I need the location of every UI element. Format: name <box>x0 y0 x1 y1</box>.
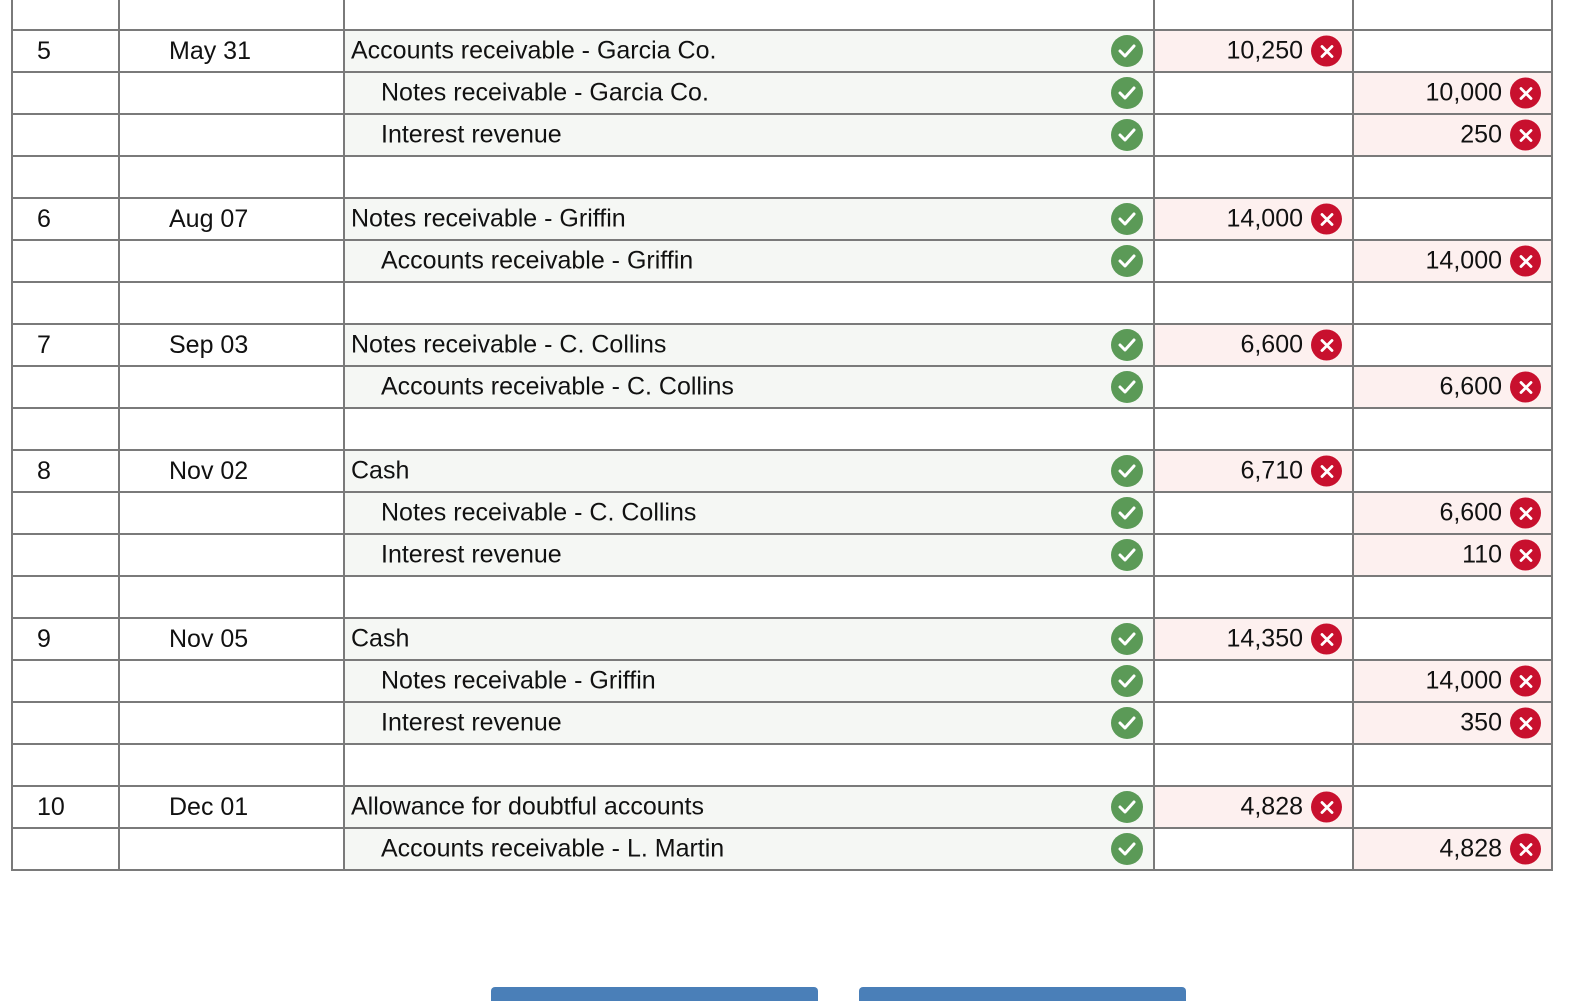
entry-number-cell <box>12 114 119 156</box>
credit-amount: 4,828 <box>1439 834 1502 863</box>
credit-amount: 6,600 <box>1439 498 1502 527</box>
journal-line-row <box>12 828 1552 870</box>
empty-cell <box>344 408 1154 450</box>
empty-cell <box>1154 744 1353 786</box>
x-circle-icon <box>1510 540 1541 571</box>
credit-field[interactable] <box>1353 30 1552 72</box>
check-circle-icon <box>1111 665 1143 697</box>
entry-number-cell <box>12 72 119 114</box>
debit-amount: 14,000 <box>1226 204 1303 233</box>
credit-amount: 350 <box>1460 708 1502 737</box>
account-title-field[interactable] <box>344 828 1154 870</box>
debit-field[interactable] <box>1154 366 1353 408</box>
entry-number-cell <box>12 702 119 744</box>
account-title: Interest revenue <box>381 708 562 737</box>
debit-field[interactable] <box>1154 828 1353 870</box>
empty-cell <box>1154 408 1353 450</box>
entry-number-cell <box>12 660 119 702</box>
blank-row <box>12 744 1552 786</box>
account-title-field[interactable] <box>344 240 1154 282</box>
account-title: Notes receivable - Griffin <box>381 666 656 695</box>
credit-field[interactable] <box>1353 72 1552 114</box>
entry-number-cell <box>12 450 119 492</box>
entry-number-cell <box>12 786 119 828</box>
empty-cell <box>344 576 1154 618</box>
x-circle-icon <box>1510 120 1541 151</box>
debit-field[interactable] <box>1154 702 1353 744</box>
entry-number: 9 <box>37 624 51 653</box>
credit-amount-group <box>1460 120 1541 151</box>
account-title: Cash <box>351 624 410 653</box>
account-title: Interest revenue <box>381 540 562 569</box>
empty-cell <box>12 744 119 786</box>
journal-line-row <box>12 324 1552 366</box>
empty-cell <box>1353 282 1552 324</box>
account-title: Cash <box>351 456 410 485</box>
table-top-row <box>12 0 1552 30</box>
credit-amount-group <box>1439 372 1541 403</box>
debit-amount: 4,828 <box>1240 792 1303 821</box>
account-title-field[interactable] <box>344 534 1154 576</box>
entry-date: Aug 07 <box>169 204 249 233</box>
debit-amount: 10,250 <box>1226 36 1303 65</box>
credit-field[interactable] <box>1353 534 1552 576</box>
debit-field[interactable] <box>1154 30 1353 72</box>
journal-line-row <box>12 30 1552 72</box>
empty-cell <box>1154 156 1353 198</box>
entry-date-cell <box>119 702 344 744</box>
account-title-field[interactable] <box>344 786 1154 828</box>
credit-field[interactable] <box>1353 366 1552 408</box>
account-title: Notes receivable - Griffin <box>351 204 626 233</box>
empty-cell <box>12 408 119 450</box>
check-circle-icon <box>1111 245 1143 277</box>
debit-field[interactable] <box>1154 786 1353 828</box>
empty-cell <box>12 576 119 618</box>
credit-amount-group <box>1462 540 1541 571</box>
empty-cell <box>12 156 119 198</box>
debit-amount: 6,710 <box>1240 456 1303 485</box>
entry-date-cell <box>119 30 344 72</box>
account-title-field[interactable] <box>344 324 1154 366</box>
account-title-field[interactable] <box>344 30 1154 72</box>
entry-date-cell <box>119 660 344 702</box>
credit-amount-group <box>1426 666 1541 697</box>
check-circle-icon <box>1111 119 1143 151</box>
credit-field[interactable] <box>1353 198 1552 240</box>
x-circle-icon <box>1510 372 1541 403</box>
journal-line-row <box>12 114 1552 156</box>
check-circle-icon <box>1111 35 1143 67</box>
check-circle-icon <box>1111 371 1143 403</box>
entry-number: 10 <box>37 792 65 821</box>
journal-line-row <box>12 198 1552 240</box>
journal-line-row <box>12 618 1552 660</box>
debit-field[interactable] <box>1154 324 1353 366</box>
account-title: Allowance for doubtful accounts <box>351 792 704 821</box>
entry-number-cell <box>12 240 119 282</box>
credit-amount: 110 <box>1462 540 1502 569</box>
check-circle-icon <box>1111 833 1143 865</box>
entry-date-cell <box>119 240 344 282</box>
check-circle-icon <box>1111 77 1143 109</box>
debit-amount-group <box>1240 330 1342 361</box>
x-circle-icon <box>1510 246 1541 277</box>
entry-number: 5 <box>37 36 51 65</box>
entry-date-cell <box>119 114 344 156</box>
entry-date-cell <box>119 492 344 534</box>
entry-number-cell <box>12 198 119 240</box>
x-circle-icon <box>1311 624 1342 655</box>
empty-cell <box>344 744 1154 786</box>
debit-field[interactable] <box>1154 240 1353 282</box>
entry-date-cell <box>119 324 344 366</box>
account-title-field[interactable] <box>344 618 1154 660</box>
account-title-field[interactable] <box>344 366 1154 408</box>
check-circle-icon <box>1111 455 1143 487</box>
entry-number-cell <box>12 828 119 870</box>
x-circle-icon <box>1311 456 1342 487</box>
account-title: Accounts receivable - Griffin <box>381 246 694 275</box>
entry-date-cell <box>119 198 344 240</box>
journal-line-row <box>12 450 1552 492</box>
blank-row <box>12 408 1552 450</box>
empty-cell <box>1154 282 1353 324</box>
empty-cell <box>1353 576 1552 618</box>
entry-date-cell <box>119 786 344 828</box>
debit-field[interactable] <box>1154 492 1353 534</box>
account-title: Interest revenue <box>381 120 562 149</box>
entry-date-cell <box>119 72 344 114</box>
journal-line-row <box>12 366 1552 408</box>
account-title-field[interactable] <box>344 114 1154 156</box>
credit-amount-group <box>1439 498 1541 529</box>
account-title-field[interactable] <box>344 492 1154 534</box>
journal-line-row <box>12 534 1552 576</box>
empty-cell <box>119 744 344 786</box>
check-circle-icon <box>1111 497 1143 529</box>
entry-number: 7 <box>37 330 51 359</box>
account-title-field[interactable] <box>344 450 1154 492</box>
account-title: Accounts receivable - C. Collins <box>381 372 734 401</box>
entry-number: 8 <box>37 456 51 485</box>
empty-cell <box>1353 156 1552 198</box>
credit-amount-group <box>1426 246 1541 277</box>
debit-field[interactable] <box>1154 72 1353 114</box>
check-circle-icon <box>1111 203 1143 235</box>
debit-field[interactable] <box>1154 534 1353 576</box>
check-circle-icon <box>1111 539 1143 571</box>
x-circle-icon <box>1510 666 1541 697</box>
credit-field[interactable] <box>1353 702 1552 744</box>
debit-field[interactable] <box>1154 618 1353 660</box>
account-title-field[interactable] <box>344 198 1154 240</box>
credit-field[interactable] <box>1353 324 1552 366</box>
debit-amount: 6,600 <box>1240 330 1303 359</box>
x-circle-icon <box>1510 708 1541 739</box>
debit-amount: 14,350 <box>1226 624 1303 653</box>
credit-amount: 250 <box>1460 120 1502 149</box>
empty-cell <box>119 282 344 324</box>
entry-date-cell <box>119 534 344 576</box>
debit-amount-group <box>1240 792 1342 823</box>
credit-field[interactable] <box>1353 660 1552 702</box>
debit-amount-group <box>1227 624 1342 655</box>
entry-number-cell <box>12 30 119 72</box>
empty-cell <box>344 156 1154 198</box>
empty-cell <box>119 156 344 198</box>
entry-number-cell <box>12 618 119 660</box>
empty-cell <box>119 408 344 450</box>
entry-number-cell <box>12 366 119 408</box>
debit-field[interactable] <box>1154 114 1353 156</box>
credit-amount: 6,600 <box>1439 372 1502 401</box>
journal-line-row <box>12 786 1552 828</box>
credit-field[interactable] <box>1353 240 1552 282</box>
debit-field[interactable] <box>1154 450 1353 492</box>
account-title: Notes receivable - Garcia Co. <box>381 78 709 107</box>
journal-line-row <box>12 660 1552 702</box>
account-title-field[interactable] <box>344 702 1154 744</box>
credit-amount-group <box>1460 708 1541 739</box>
entry-date: Nov 02 <box>169 456 249 485</box>
debit-amount-group <box>1227 204 1342 235</box>
entry-date-cell <box>119 828 344 870</box>
x-circle-icon <box>1510 78 1541 109</box>
x-circle-icon <box>1311 36 1342 67</box>
blank-row <box>12 282 1552 324</box>
credit-amount: 10,000 <box>1425 78 1502 107</box>
credit-field[interactable] <box>1353 828 1552 870</box>
empty-cell <box>344 282 1154 324</box>
entry-date: Nov 05 <box>169 624 249 653</box>
credit-amount: 14,000 <box>1425 666 1502 695</box>
credit-amount-group <box>1426 78 1541 109</box>
account-title: Accounts receivable - Garcia Co. <box>351 36 717 65</box>
entry-number-cell <box>12 324 119 366</box>
debit-amount-group <box>1240 456 1342 487</box>
x-circle-icon <box>1311 792 1342 823</box>
check-circle-icon <box>1111 329 1143 361</box>
account-title: Notes receivable - C. Collins <box>351 330 667 359</box>
entry-date: May 31 <box>169 36 251 65</box>
credit-field[interactable] <box>1353 114 1552 156</box>
journal-line-row <box>12 72 1552 114</box>
credit-field[interactable] <box>1353 450 1552 492</box>
check-circle-icon <box>1111 791 1143 823</box>
account-title-field[interactable] <box>344 72 1154 114</box>
empty-cell <box>1154 576 1353 618</box>
x-circle-icon <box>1311 330 1342 361</box>
entry-date-cell <box>119 366 344 408</box>
x-circle-icon <box>1311 204 1342 235</box>
debit-field[interactable] <box>1154 198 1353 240</box>
debit-amount-group <box>1227 36 1342 67</box>
entry-number-cell <box>12 534 119 576</box>
entry-date: Sep 03 <box>169 330 249 359</box>
entry-date: Dec 01 <box>169 792 249 821</box>
journal-line-row <box>12 492 1552 534</box>
credit-amount: 14,000 <box>1425 246 1502 275</box>
check-circle-icon <box>1111 623 1143 655</box>
journal-line-row <box>12 702 1552 744</box>
credit-amount-group <box>1439 834 1541 865</box>
journal-entry-table <box>11 0 1553 871</box>
empty-cell <box>1353 408 1552 450</box>
account-title: Accounts receivable - L. Martin <box>381 834 725 863</box>
debit-field[interactable] <box>1154 660 1353 702</box>
entry-date-cell <box>119 618 344 660</box>
blank-row <box>12 576 1552 618</box>
x-circle-icon <box>1510 498 1541 529</box>
empty-cell <box>119 576 344 618</box>
account-title-field[interactable] <box>344 660 1154 702</box>
empty-cell <box>12 282 119 324</box>
empty-cell <box>1353 744 1552 786</box>
credit-field[interactable] <box>1353 492 1552 534</box>
x-circle-icon <box>1510 834 1541 865</box>
entry-number: 6 <box>37 204 51 233</box>
journal-line-row <box>12 240 1552 282</box>
credit-field[interactable] <box>1353 786 1552 828</box>
credit-field[interactable] <box>1353 618 1552 660</box>
entry-number-cell <box>12 492 119 534</box>
account-title: Notes receivable - C. Collins <box>381 498 697 527</box>
check-circle-icon <box>1111 707 1143 739</box>
entry-date-cell <box>119 450 344 492</box>
blank-row <box>12 156 1552 198</box>
